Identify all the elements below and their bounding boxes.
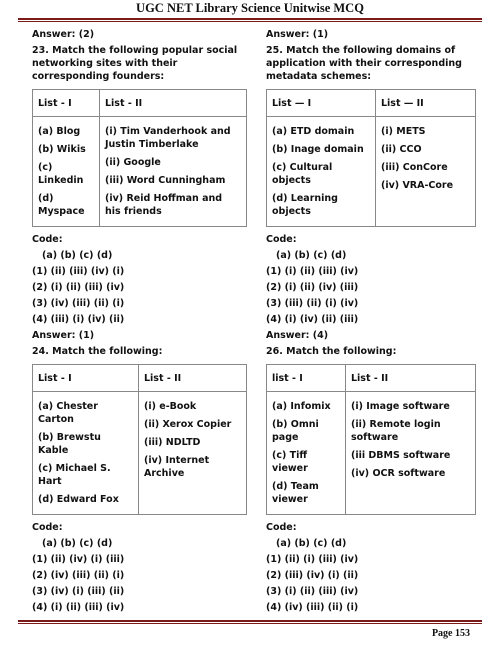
right-column (266, 28, 476, 617)
q25-list1-header: List — I (267, 90, 376, 117)
q25-list2 (376, 117, 476, 227)
footer-rule-thin (18, 623, 482, 624)
q25-option: (2) (i) (ii) (iv) (iii) (266, 282, 359, 293)
q26-list1-item: (c) Tiff viewer (272, 450, 308, 474)
question-24-title: 24. Match the following: (32, 346, 163, 357)
q26-list2-item: (iv) OCR software (351, 468, 446, 479)
q23-option: (4) (iii) (i) (iv) (ii) (32, 314, 125, 325)
left-column (32, 28, 247, 617)
q24-list1-item: (c) Michael S. Hart (38, 463, 111, 487)
q26-list1 (267, 392, 346, 515)
q26-option: (1) (ii) (i) (iii) (iv) (266, 554, 359, 565)
question-26-table (266, 364, 476, 515)
q25-code-label: Code: (266, 234, 297, 245)
q23-list1-header: List - I (33, 90, 100, 117)
q25-list1-item: (a) ETD domain (272, 126, 355, 137)
page-number: Page 153 (431, 628, 470, 639)
question-25-title: 25. Match the following domains of application with their corresponding metadata schemes: (266, 45, 462, 82)
question-26-title: 26. Match the following: (266, 346, 397, 357)
q25-list1-item: (b) Inage domain (272, 144, 364, 155)
q23-list2-item: (iii) Word Cunningham (105, 175, 226, 186)
answer-q25: Answer: (4) (266, 330, 329, 341)
header-rule-thin (18, 21, 482, 22)
question-24-table (32, 364, 247, 515)
q25-option: (4) (i) (iv) (ii) (iii) (266, 314, 359, 325)
q24-list2-item: (iv) Internet Archive (144, 455, 210, 479)
q25-code-header: (a) (b) (c) (d) (276, 250, 347, 261)
q25-list1-item: (c) Cultural objects (272, 162, 333, 186)
page-header-title: UGC NET Library Science Unitwise MCQ (136, 1, 364, 15)
q26-list1-header: list - I (267, 365, 346, 392)
q24-option: (3) (iv) (i) (iii) (ii) (32, 586, 125, 597)
q24-list1-item: (d) Edward Fox (38, 494, 119, 505)
q26-list2-item: (i) Image software (351, 401, 450, 412)
q26-list1-item: (b) Omni page (272, 419, 319, 443)
q25-list2-item: (ii) CCO (381, 144, 422, 155)
q25-option: (1) (i) (ii) (iii) (iv) (266, 266, 359, 277)
q24-list1 (33, 392, 139, 515)
q23-option: (2) (i) (ii) (iii) (iv) (32, 282, 125, 293)
q23-list2 (100, 117, 247, 227)
q23-list1 (33, 117, 100, 227)
q25-list2-item: (iv) VRA-Core (381, 180, 454, 191)
question-23-table (32, 89, 247, 227)
q26-option: (3) (i) (ii) (iii) (iv) (266, 586, 359, 597)
q23-list2-header: List - II (100, 90, 247, 117)
q26-code-label: Code: (266, 522, 297, 533)
q23-list2-item: (i) Tim Vanderhook and Justin Timberlake (105, 126, 231, 150)
q24-code-header: (a) (b) (c) (d) (42, 538, 113, 549)
header-rule (18, 18, 482, 20)
q23-list1-item: (b) Wikis (38, 144, 86, 155)
q26-list2 (346, 392, 476, 515)
q23-code-header: (a) (b) (c) (d) (42, 250, 113, 261)
q24-list2-item: (i) e-Book (144, 401, 197, 412)
q24-list2-item: (ii) Xerox Copier (144, 419, 232, 430)
footer-rule (18, 620, 482, 622)
q25-list1-item: (d) Learning objects (272, 193, 338, 217)
q24-list2-header: List - II (139, 365, 247, 392)
q23-list1-item: (c) Linkedin (38, 162, 84, 186)
q23-option: (1) (ii) (iii) (iv) (i) (32, 266, 125, 277)
q26-list1-item: (a) Infomix (272, 401, 331, 412)
q24-list2-item: (iii) NDLTD (144, 437, 201, 448)
q26-option: (4) (iv) (iii) (ii) (i) (266, 602, 359, 613)
question-23-title: 23. Match the following popular social networking sites with their corresponding founders: (32, 45, 238, 82)
question-25-table (266, 89, 476, 227)
q24-list2 (139, 392, 247, 515)
q26-list2-item: (iii DBMS software (351, 450, 451, 461)
q23-code-label: Code: (32, 234, 63, 245)
q26-code-header: (a) (b) (c) (d) (276, 538, 347, 549)
q23-list2-item: (ii) Google (105, 157, 161, 168)
q24-option: (1) (ii) (iv) (i) (iii) (32, 554, 125, 565)
answer-q23: Answer: (1) (32, 330, 95, 341)
q23-option: (3) (iv) (iii) (ii) (i) (32, 298, 125, 309)
q24-list1-item: (b) Brewstu Kable (38, 432, 101, 456)
answer-q24: Answer: (1) (266, 29, 329, 40)
q25-option: (3) (iii) (ii) (i) (iv) (266, 298, 359, 309)
q25-list2-item: (iii) ConCore (381, 162, 448, 173)
q23-list2-item: (iv) Reid Hoffman and his friends (105, 193, 223, 217)
q24-list1-header: List - I (33, 365, 139, 392)
q23-list1-item: (d) Myspace (38, 193, 85, 217)
q25-list2-item: (i) METS (381, 126, 426, 137)
q24-code-label: Code: (32, 522, 63, 533)
q26-list1-item: (d) Team viewer (272, 481, 319, 505)
q24-list1-item: (a) Chester Carton (38, 401, 98, 425)
q26-list2-item: (ii) Remote login software (351, 419, 441, 443)
q24-option: (4) (i) (ii) (iii) (iv) (32, 602, 125, 613)
answer-q22: Answer: (2) (32, 29, 95, 40)
q26-option: (2) (iii) (iv) (i) (ii) (266, 570, 359, 581)
q24-option: (2) (iv) (iii) (ii) (i) (32, 570, 125, 581)
q25-list2-header: List — II (376, 90, 476, 117)
q26-list2-header: List - II (346, 365, 476, 392)
q23-list1-item: (a) Blog (38, 126, 81, 137)
q25-list1 (267, 117, 376, 227)
